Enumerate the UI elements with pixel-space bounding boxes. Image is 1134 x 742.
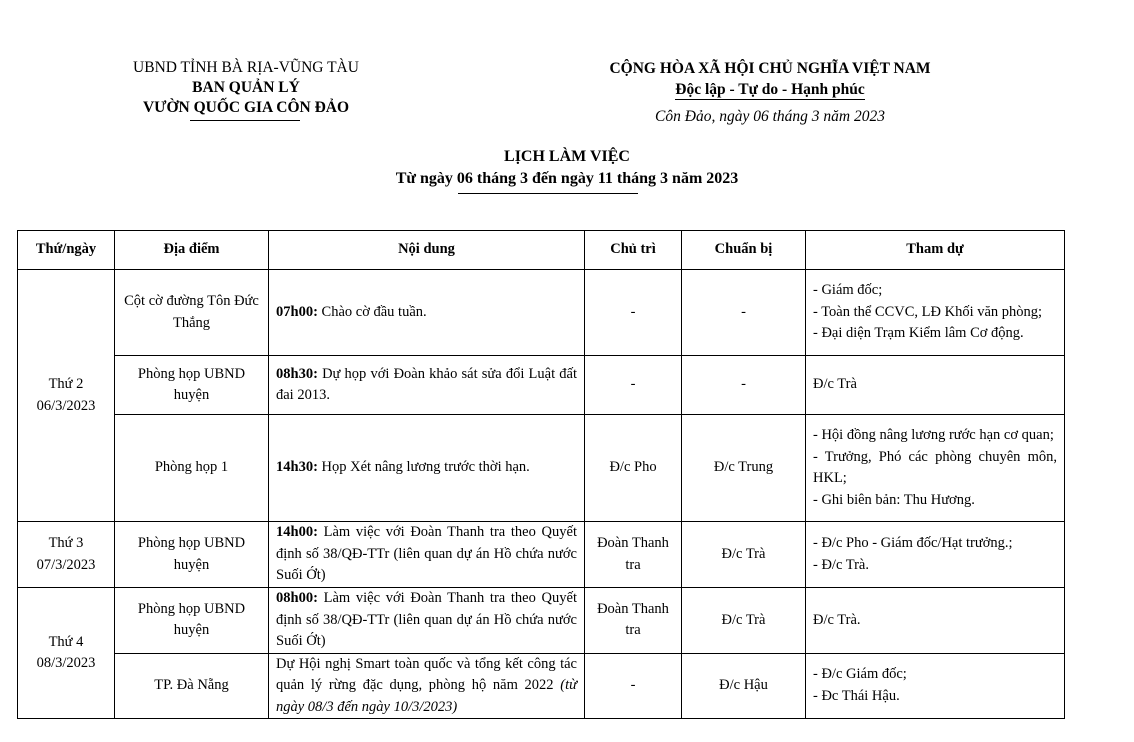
col-header-chair: Chủ trì [585, 231, 682, 270]
table-row [18, 588, 1065, 654]
day-date: 08/3/2023 [36, 655, 96, 671]
national-header [540, 58, 1000, 127]
location-cell: Phòng họp UBND huyện [115, 356, 269, 415]
location-cell: TP. Đà Nẵng [115, 653, 269, 719]
day-cell [18, 270, 115, 522]
attendee-item: Đ/c Trà. [813, 611, 861, 628]
day-date: 07/3/2023 [36, 556, 96, 573]
attendees-cell [806, 653, 1065, 719]
chair-cell: Đoàn Thanh tra [585, 522, 682, 588]
prep-cell: Đ/c Trà [682, 522, 806, 588]
day-cell [18, 588, 115, 719]
content-text: Họp Xét nâng lương trước thời hạn. [317, 459, 530, 476]
table-row [18, 522, 1065, 588]
content-cell [269, 522, 585, 588]
chair-cell: - [585, 356, 682, 415]
schedule-table [17, 230, 1065, 719]
location-cell: Phòng họp 1 [115, 415, 269, 522]
agency-underline [190, 120, 300, 121]
document-title-block [0, 146, 1134, 190]
chair-cell: Đ/c Pho [585, 415, 682, 522]
prep-cell: - [682, 356, 806, 415]
day-weekday: Thứ 4 [48, 633, 84, 650]
content-cell [269, 653, 585, 719]
prep-cell: - [682, 270, 806, 356]
national-motto: Độc lập - Tự do - Hạnh phúc [675, 81, 865, 98]
attendee-item: - Đ/c Pho - Giám đốc/Hạt trưởng.; [813, 535, 1013, 551]
prep-cell: Đ/c Hậu [682, 653, 806, 719]
content-note: (từ ngày 08/3 đến ngày 10/3/2023) [276, 677, 577, 715]
attendee-item: - Ghi biên bản: Thu Hương. [813, 491, 975, 508]
content-cell [269, 415, 585, 522]
document-date: Côn Đảo, ngày 06 tháng 3 năm 2023 [655, 108, 885, 125]
time-label: 14h30: [276, 459, 318, 476]
issuing-agency [96, 58, 396, 118]
location-cell: Cột cờ đường Tôn Đức Thắng [115, 270, 269, 356]
content-cell [269, 356, 585, 415]
attendee-item: - Giám đốc; [813, 282, 883, 299]
day-weekday: Thứ 3 [48, 535, 84, 551]
location-cell: Phòng họp UBND huyện [115, 522, 269, 588]
time-label: 14h00: [276, 524, 318, 541]
chair-cell: - [585, 653, 682, 719]
attendees-cell [806, 522, 1065, 588]
time-label: 08h30: [276, 365, 318, 382]
time-label: 08h00: [276, 590, 318, 606]
attendees-cell [806, 415, 1065, 522]
chair-cell: Đoàn Thanh tra [585, 588, 682, 654]
day-date: 06/3/2023 [36, 397, 96, 414]
content-cell [269, 270, 585, 356]
attendee-item: Đ/c Trà [813, 376, 857, 393]
table-header-row [18, 231, 1065, 270]
content-cell [269, 588, 585, 654]
col-header-prep: Chuẩn bị [682, 231, 806, 270]
attendee-item: - Trưởng, Phó các phòng chuyên môn, HKL; [813, 448, 1057, 486]
prep-cell: Đ/c Trà [682, 588, 806, 654]
day-weekday: Thứ 2 [48, 376, 84, 392]
attendee-item: - Đ/c Trà. [813, 556, 869, 573]
content-text: Dự họp với Đoàn khảo sát sửa đổi Luật đất đai 2013. [276, 365, 577, 403]
table-row [18, 653, 1065, 719]
time-label: 07h00: [276, 303, 318, 320]
agency-board: BAN QUẢN LÝ [192, 79, 300, 96]
content-text: Làm việc với Đoàn Thanh tra theo Quyết định số 38/QĐ-TTr (liên quan dự án Hồ chứa nước Suối Ớt) [276, 590, 577, 649]
attendees-cell [806, 588, 1065, 654]
attendee-item: - Đ/c Giám đốc; [813, 666, 907, 683]
table-row [18, 415, 1065, 522]
attendee-item: - Toàn thể CCVC, LĐ Khối văn phòng; [813, 303, 1043, 320]
document-subtitle: Từ ngày 06 tháng 3 đến ngày 11 tháng 3 năm 2023 [395, 170, 739, 187]
col-header-attendees: Tham dự [806, 231, 1065, 270]
document-title: LỊCH LÀM VIỆC [504, 148, 630, 165]
attendee-item: - Đại diện Trạm Kiểm lâm Cơ động. [813, 325, 1024, 342]
col-header-content: Nội dung [269, 231, 585, 270]
table-row [18, 356, 1065, 415]
attendee-item: - Đc Thái Hậu. [813, 687, 900, 704]
table-row [18, 270, 1065, 356]
attendee-item: - Hội đồng nâng lương rước hạn cơ quan; [813, 427, 1054, 443]
attendees-cell [806, 270, 1065, 356]
location-cell: Phòng họp UBND huyện [115, 588, 269, 654]
chair-cell: - [585, 270, 682, 356]
col-header-location: Địa điểm [115, 231, 269, 270]
agency-province: UBND TỈNH BÀ RỊA-VŨNG TÀU [133, 59, 359, 76]
content-text: Chào cờ đầu tuần. [317, 303, 427, 320]
col-header-day: Thứ/ngày [18, 231, 115, 270]
day-cell [18, 522, 115, 588]
content-text: Dự Hội nghị Smart toàn quốc và tổng kết công tác quản lý rừng đặc dụng, phòng hộ năm 2022 [276, 655, 577, 693]
prep-cell: Đ/c Trung [682, 415, 806, 522]
attendees-cell [806, 356, 1065, 415]
national-title: CỘNG HÒA XÃ HỘI CHỦ NGHĨA VIỆT NAM [609, 60, 931, 77]
content-text: Làm việc với Đoàn Thanh tra theo Quyết định số 38/QĐ-TTr (liên quan dự án Hồ chứa nước Suối Ớt) [276, 524, 577, 584]
agency-park: VƯỜN QUỐC GIA CÔN ĐẢO [142, 99, 350, 116]
title-underline [458, 193, 638, 194]
